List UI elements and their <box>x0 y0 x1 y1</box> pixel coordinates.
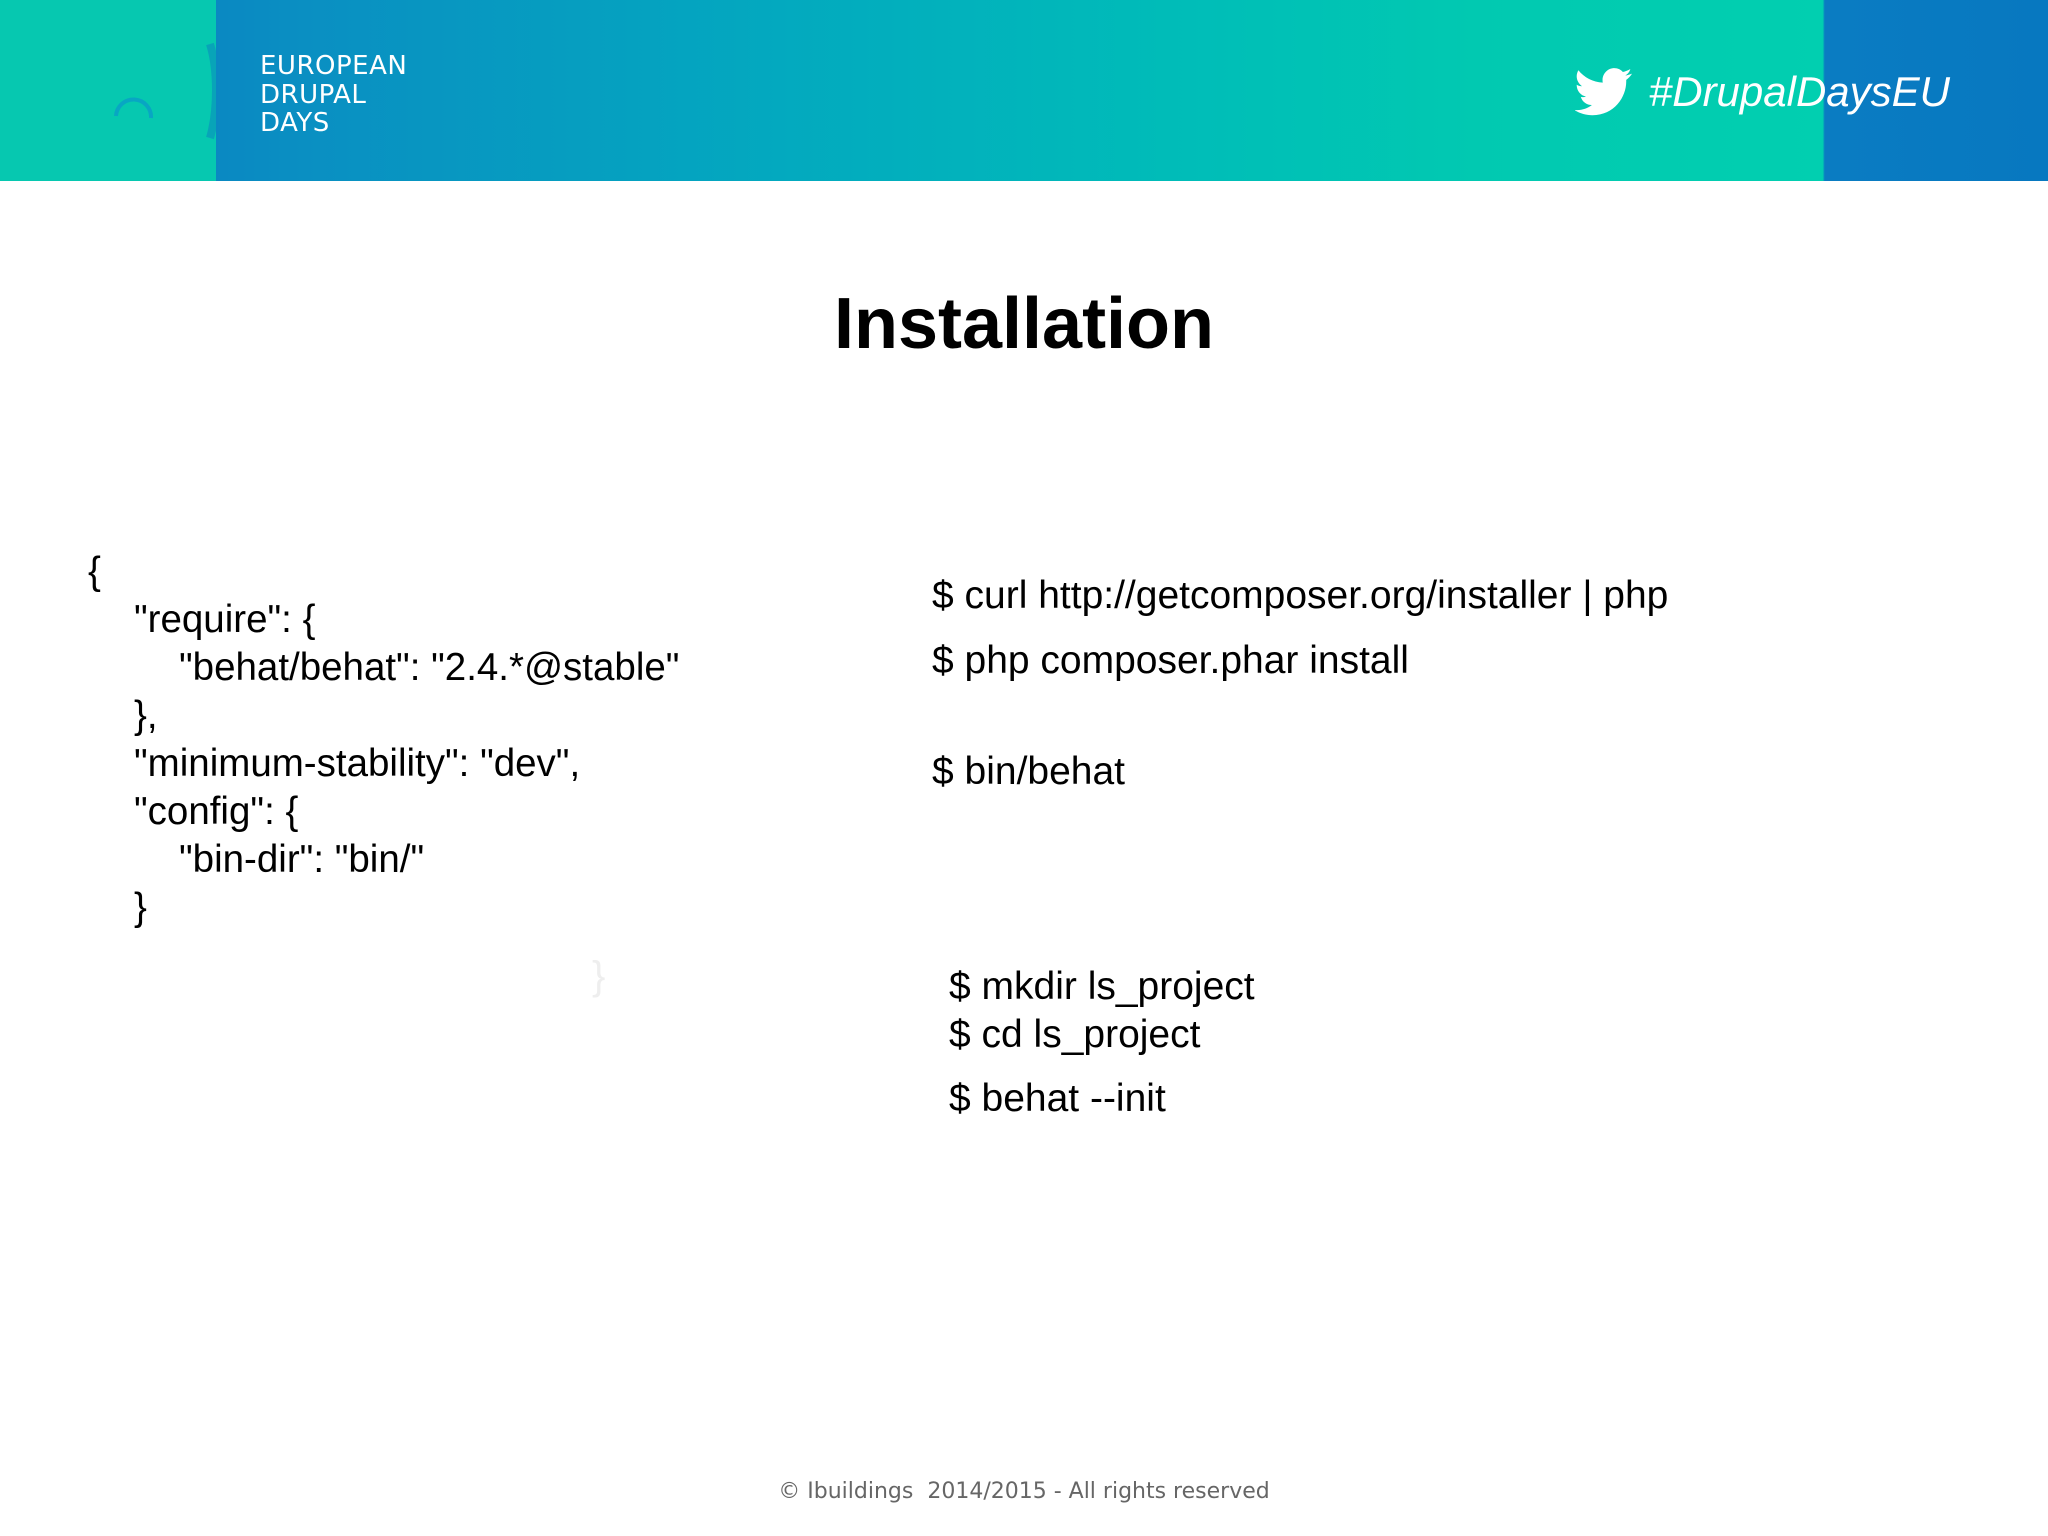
twitter-bird-icon <box>1575 67 1633 117</box>
json-line-bin-dir: "bin-dir": "bin/" <box>179 838 425 881</box>
cmd-mkdir: $ mkdir ls_project <box>949 965 1255 1008</box>
json-line-behat: "behat/behat": "2.4.*@stable" <box>179 646 680 689</box>
json-line-config-close: } <box>134 886 147 929</box>
header-banner <box>0 0 2048 181</box>
logo-line-european: EUROPEAN <box>260 51 408 81</box>
logo-wordmark <box>260 52 480 138</box>
hashtag-text: #DrupalDaysEU <box>1648 68 1950 115</box>
cmd-behat-init: $ behat --init <box>949 1077 1166 1120</box>
cmd-bin-behat: $ bin/behat <box>932 750 1126 793</box>
logo-line-days: DAYS <box>260 108 330 138</box>
json-line-config: "config": { <box>134 790 299 833</box>
cmd-composer-install: $ php composer.phar install <box>932 639 1409 682</box>
faint-brace: } <box>592 954 606 998</box>
hashtag-group <box>1575 62 1950 122</box>
logo-block <box>0 0 216 181</box>
cmd-curl: $ curl http://getcomposer.org/installer | php <box>932 574 1669 617</box>
composer-json-block <box>88 548 848 932</box>
cmd-cd: $ cd ls_project <box>949 1013 1201 1056</box>
json-line-open: { <box>88 550 101 593</box>
drupal-drop-logo-icon <box>0 0 216 181</box>
json-line-require: "require": { <box>134 598 316 641</box>
json-line-require-close: }, <box>134 694 158 737</box>
logo-line-drupal: DRUPAL <box>260 79 367 110</box>
json-line-stability: "minimum-stability": "dev", <box>134 742 581 785</box>
slide-title: Installation <box>833 284 1215 364</box>
footer-copyright: © Ibuildings 2014/2015 - All rights reserved <box>778 1479 1270 1504</box>
